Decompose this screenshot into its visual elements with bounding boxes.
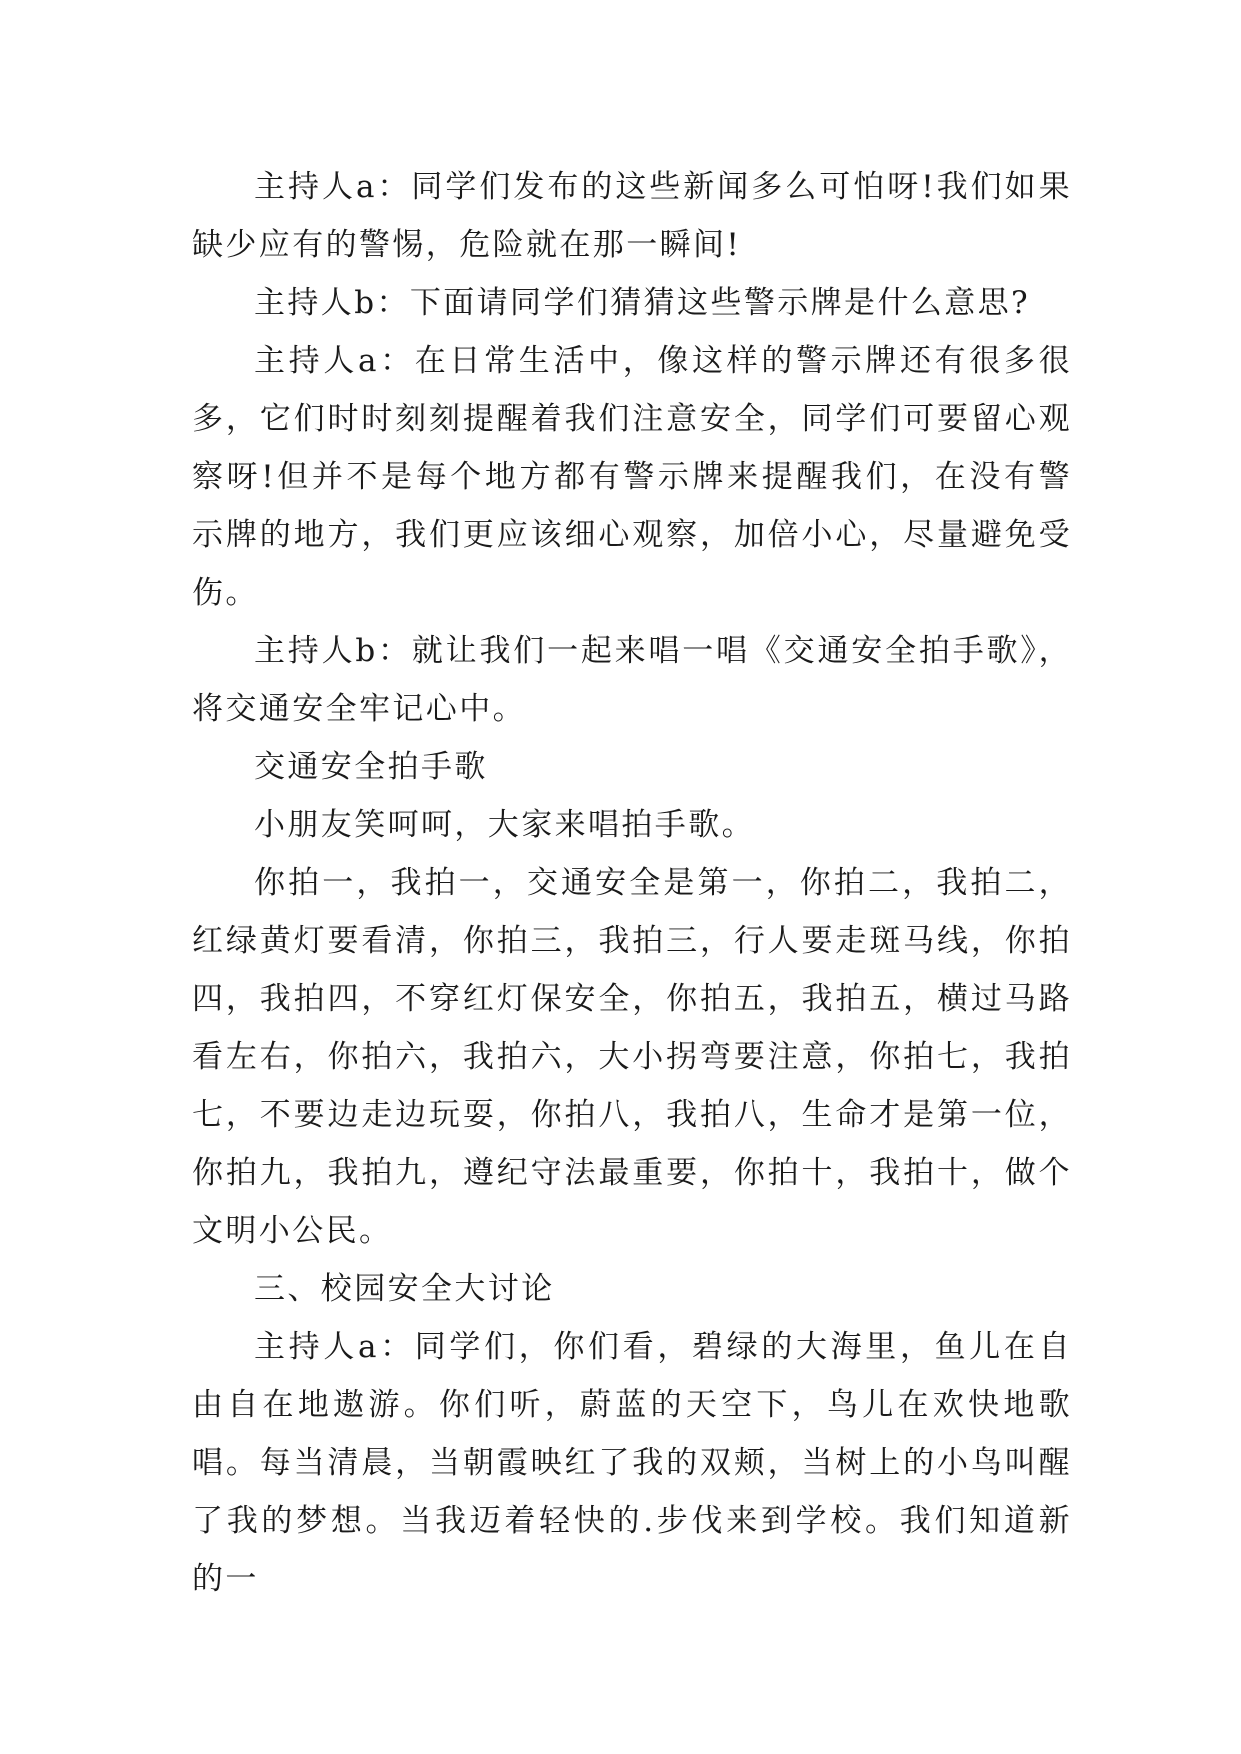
song-title: 交通安全拍手歌 — [254, 749, 488, 785]
paragraph-host-b-song-intro: 主持人b：就让我们一起来唱一唱《交通安全拍手歌》，将交通安全牢记心中。 — [192, 633, 1072, 727]
paragraph-host-b-warning-signs: 主持人b：下面请同学们猜猜这些警示牌是什么意思? — [254, 285, 1031, 321]
document-body — [192, 158, 1072, 1608]
paragraph-host-a-daily-life: 主持人a：在日常生活中，像这样的警示牌还有很多很多，它们时时刻刻提醒着我们注意安全，同学们可要留心观察呀!但并不是每个地方都有警示牌来提醒我们，在没有警示牌的地方，我们更应该细心观察，加倍小心，尽量避免受伤。 — [192, 343, 1072, 611]
paragraph-host-a-news: 主持人a：同学们发布的这些新闻多么可怕呀!我们如果缺少应有的警惕，危险就在那一瞬间! — [192, 169, 1072, 263]
song-opening-line: 小朋友笑呵呵，大家来唱拍手歌。 — [254, 807, 755, 843]
section-heading: 三、校园安全大讨论 — [254, 1271, 555, 1307]
paragraph-host-a-campus: 主持人a：同学们，你们看，碧绿的大海里，鱼儿在自由自在地遨游。你们听，蔚蓝的天空下，鸟儿在欢快地歌唱。每当清晨，当朝霞映红了我的双颊，当树上的小鸟叫醒了我的梦想。当我迈着轻快的.步伐来到学校。我们知道新的一 — [192, 1329, 1072, 1597]
song-lyrics: 你拍一，我拍一，交通安全是第一，你拍二，我拍二，红绿黄灯要看清，你拍三，我拍三，行人要走斑马线，你拍四，我拍四，不穿红灯保安全，你拍五，我拍五，横过马路看左右，你拍六，我拍六，大小拐弯要注意，你拍七，我拍七，不要边走边玩耍，你拍八，我拍八，生命才是第一位，你拍九，我拍九，遵纪守法最重要，你拍十，我拍十，做个文明小公民。 — [192, 865, 1072, 1249]
